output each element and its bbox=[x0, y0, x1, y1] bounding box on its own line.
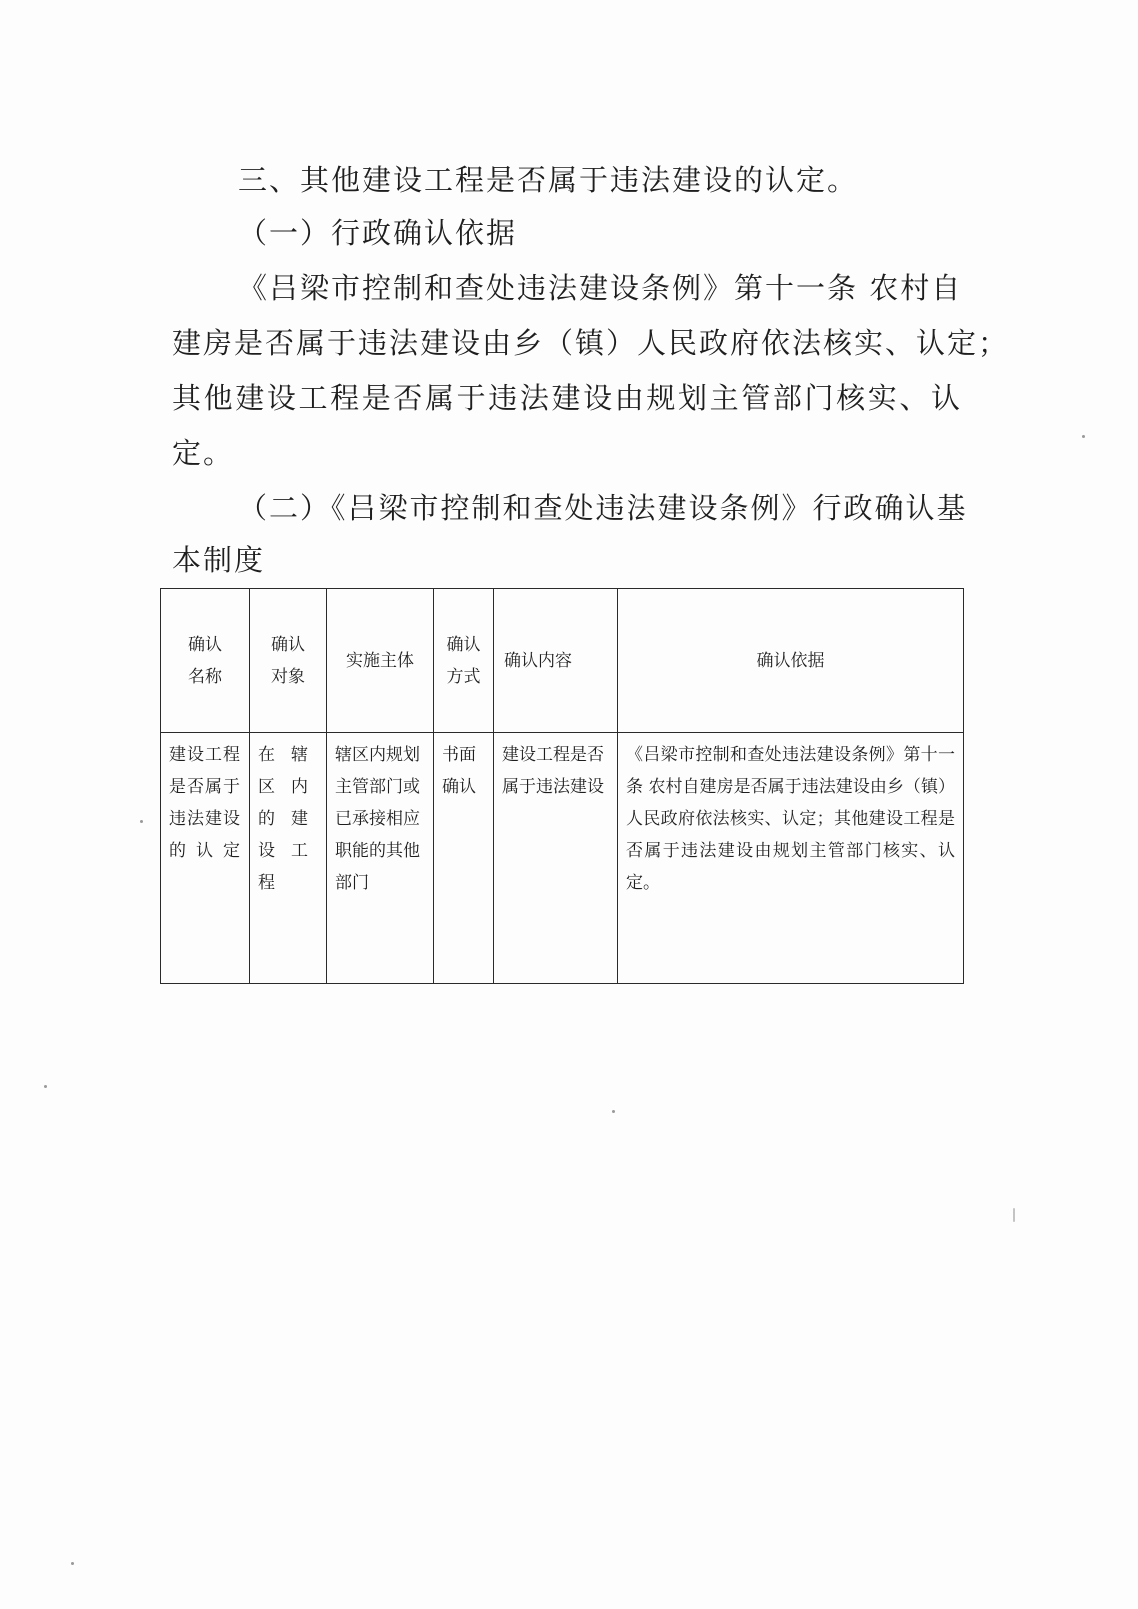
paragraph-1-line-1: 《吕梁市控制和查处违法建设条例》第十一条 农村自 bbox=[238, 271, 963, 305]
cell-confirm-object: 在辖区内的建设工程 bbox=[250, 733, 327, 984]
cell-confirm-method: 书面确认 bbox=[434, 733, 494, 984]
cell-confirm-basis: 《吕梁市控制和查处违法建设条例》第十一条 农村自建房是否属于违法建设由乡（镇）人民政府依法核实、认定；其他建设工程是否属于违法建设由规划主管部门核实、认定。 bbox=[618, 733, 964, 984]
confirmation-table bbox=[160, 588, 964, 984]
scan-speck bbox=[140, 820, 143, 823]
scan-speck bbox=[44, 1085, 47, 1088]
scan-speck bbox=[612, 1110, 615, 1113]
subsection-heading-1: （一）行政确认依据 bbox=[238, 216, 518, 250]
subsection-heading-2-line-1: （二）《吕梁市控制和查处违法建设条例》行政确认基 bbox=[238, 491, 968, 525]
scan-speck bbox=[1013, 1208, 1015, 1222]
cell-confirm-name: 建设工程是否属于违法建设的认定 bbox=[161, 733, 250, 984]
scan-speck bbox=[71, 1562, 74, 1565]
section-heading-3: 三、其他建设工程是否属于违法建设的认定。 bbox=[238, 163, 859, 197]
header-confirm-method: 确认方式 bbox=[434, 589, 494, 733]
header-confirm-basis: 确认依据 bbox=[618, 589, 964, 733]
paragraph-1-line-3: 其他建设工程是否属于违法建设由规划主管部门核实、认 bbox=[172, 381, 962, 415]
header-confirm-name: 确认名称 bbox=[161, 589, 250, 733]
header-implementing-subject: 实施主体 bbox=[327, 589, 434, 733]
cell-implementing-subject: 辖区内规划主管部门或已承接相应职能的其他部门 bbox=[327, 733, 434, 984]
subsection-heading-2-line-2: 本制度 bbox=[172, 543, 266, 577]
paragraph-1-line-4: 定。 bbox=[172, 436, 235, 470]
header-confirm-object: 确认对象 bbox=[250, 589, 327, 733]
paragraph-1-line-2: 建房是否属于违法建设由乡（镇）人民政府依法核实、认定； bbox=[172, 326, 1010, 360]
cell-confirm-content: 建设工程是否属于违法建设 bbox=[494, 733, 618, 984]
scan-speck bbox=[1082, 435, 1085, 438]
header-confirm-content: 确认内容 bbox=[494, 589, 618, 733]
table-header-row bbox=[161, 589, 964, 733]
table-row bbox=[161, 733, 964, 984]
